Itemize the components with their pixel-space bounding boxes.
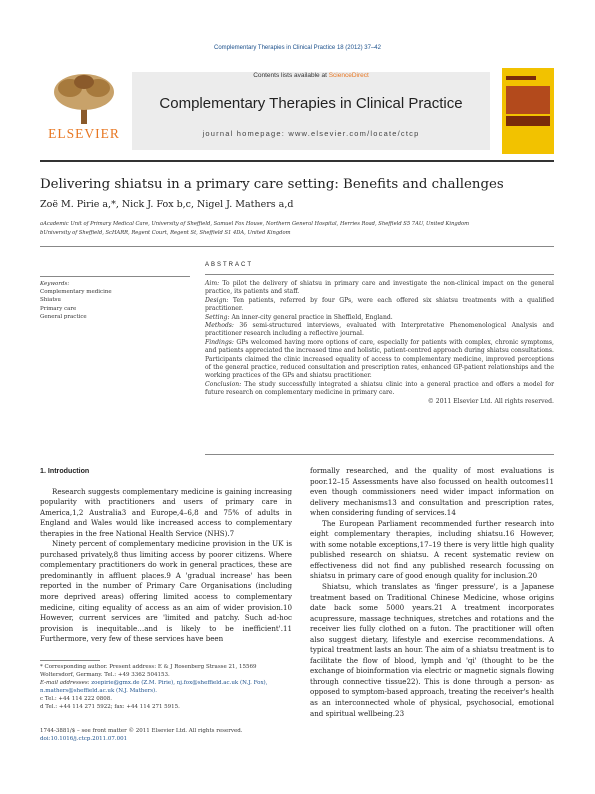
footnote-emails: E-mail addresses: zoepirie@gmx.de (Z.M. Pirie), nj.fox@sheffield.ac.uk (N.J. Fox), n.mathers@sheffield.ac.uk (N.J. Mathers). (40, 679, 268, 694)
article-info-divider (40, 246, 554, 247)
abstract-divider (205, 274, 554, 275)
issn-line: 1744-3881/$ – see front matter © 2011 Elsevier Ltd. All rights reserved. (40, 728, 243, 734)
body-paragraph: Shiatsu, which translates as 'finger pressure', is a Japanese treatment based on Traditional Chinese Medicine, whose origins date back some 5000 years.21 A treatment incorporates acupressure, massage techniques, stretches and rotations and the receiver lies fully clothed on a futon. The practitioner will often also suggest dietary, lifestyle and exercise recommendations. A typical treatment lasts an hour. The aim of a shiatsu treatment is to facilitate the flow of blood, lymph and 'qi' (thought to be the exchange of bioinformation via electric or magnetic signals flowing through connective tissue22). This is done through a person- as opposed to symptom-based approach, treating the receiver's health as an interconnected whole of physical, psychosocial, emotional and spiritual wellbeing.23 (310, 582, 554, 718)
abstract-heading: ABSTRACT (205, 262, 254, 268)
left-column (40, 466, 292, 645)
abstract-copyright: © 2011 Elsevier Ltd. All rights reserved. (427, 397, 554, 405)
body-paragraph: formally researched, and the quality of most evaluations is poor.12–15 Assessments have also focussed on health outcomes11 even though commissioners need wider impact information on delivery mechanisms13 and consultation and prescription rates, when considering funding of services.14 (310, 466, 554, 518)
journal-citation[interactable]: Complementary Therapies in Clinical Practice 18 (2012) 37–42 (214, 45, 381, 51)
affiliation-a: aAcademic Unit of Primary Medical Care, University of Sheffield, Samuel Fox House, Northern General Hospital, Herries Road, Sheffield S5 7AU, United Kingdom (40, 221, 470, 227)
right-column (310, 466, 554, 719)
body-paragraph: Ninety percent of complementary medicine provision in the UK is purchased privately,8 thus limiting access by poorer citizens. Where complementary practitioners do work in general practices, these are predominantly in affluent places.9 A 'gradual increase' has been reported in the number of Primary Care Organisations (including more deprived areas) offering limited access to complementary medicine, citing equality of access as an aim of wider provision.10 However, current services are 'limited and patchy. Such ad-hoc provision is inequitable…and is likely to be inefficient'.11 Furthermore, very few of these services have been (40, 539, 292, 644)
journal-homepage[interactable]: journal homepage: www.elsevier.com/locate/ctcp (202, 129, 420, 138)
article-title: Delivering shiatsu in a primary care setting: Benefits and challenges (40, 177, 504, 192)
footnote-c: c Tel.: +44 114 222 0808. (40, 695, 113, 702)
journal-cover-thumbnail (502, 68, 554, 154)
body-paragraph: The European Parliament recommended further research into eight complementary therapies, including shiatsu.16 However, with some notable exceptions,17–19 there is very little high quality published research on shiatsu. A recent systematic review on effectiveness did not find any published research focussing on shiatsu in primary care of good enough quality for inclusion.20 (310, 518, 554, 581)
keywords-divider (40, 276, 190, 277)
keywords-block (40, 280, 190, 321)
affiliation-b: bUniversity of Sheffield, ScHARR, Regent Court, Regent St, Sheffield S1 4DA, United Kingdom (40, 230, 291, 236)
issn-block (40, 728, 242, 744)
keyword-item: Shiatsu (40, 297, 61, 304)
abstract-text: Aim: To pilot the delivery of shiatsu in primary care and investigate the non-clinical impact on the general practice, its patients and staff. Design: Ten patients, referred by four GPs, were each offered six shiatsu treatments with a qualified practitioner. Setting: An inner-city general practice in Sheffield, England. Methods: 36 semi-structured interviews, evaluated with Interpretative Phenomenological Analysis and practitioner research including a reflective journal. Findings: GPs welcomed having more options of care, especially for patients with complex, chronic symptoms, and patients appreciated the increased time and holistic, patient-centred approach during shiatsu consultations. Participants claimed the clinic increased equality of access to complementary medicine, improved perceptions of the general practice, reduced consultation and prescription rates, enhanced GP-patient relationships and the working practices of the GPs and shiatsu practitioner. Conclusion: The study successfully integrated a shiatsu clinic into a general practice and offers a model for future research on complementary medicine in primary care. © 2011 Elsevier Ltd. All rights reserved. (205, 280, 554, 405)
body-paragraph: Research suggests complementary medicine is gaining increasing popularity with practitioners and users of primary care in America,1,2 Australia3 and Europe,4–6,8 and 75% of adults in England and Wales would like increased access to complementary therapies in the free National Health Service (NHS).7 (40, 486, 292, 538)
keywords-heading: Keywords: (40, 281, 70, 287)
keyword-item: Complementary medicine (40, 289, 112, 296)
article-authors: Zoë M. Pirie a,*, Nick J. Fox b,c, Nigel J. Mathers a,d (40, 199, 294, 210)
sciencedirect-link[interactable]: ScienceDirect (328, 72, 369, 79)
email-links[interactable]: zoepirie@gmx.de (Z.M. Pirie), nj.fox@sheffield.ac.uk (N.J. Fox), n.mathers@sheffield.ac.uk (N.J. Mathers). (40, 679, 268, 694)
footnote-corresponding: * Corresponding author. Present address: E & J Rosenberg Strasse 21, 15569 Woltersdorf, Germany. Tel.: +49 3362 504153. (40, 664, 257, 678)
contents-availability: Contents lists available at ScienceDirect (253, 72, 369, 79)
keyword-item: Primary care (40, 305, 77, 312)
abstract-end-divider (205, 454, 554, 455)
section-heading: 1. Introduction (40, 467, 90, 475)
footnote-d: d Tel.: +44 114 271 5922; fax: +44 114 271 5915. (40, 703, 180, 710)
keyword-item: General practice (40, 313, 87, 320)
publisher-name: ELSEVIER (48, 126, 120, 141)
header-divider (40, 160, 554, 162)
doi-link[interactable]: doi:10.1016/j.ctcp.2011.07.001 (40, 735, 128, 742)
footnote-divider (40, 660, 100, 661)
journal-title: Complementary Therapies in Clinical Practice (159, 95, 463, 112)
footnotes (40, 664, 292, 711)
